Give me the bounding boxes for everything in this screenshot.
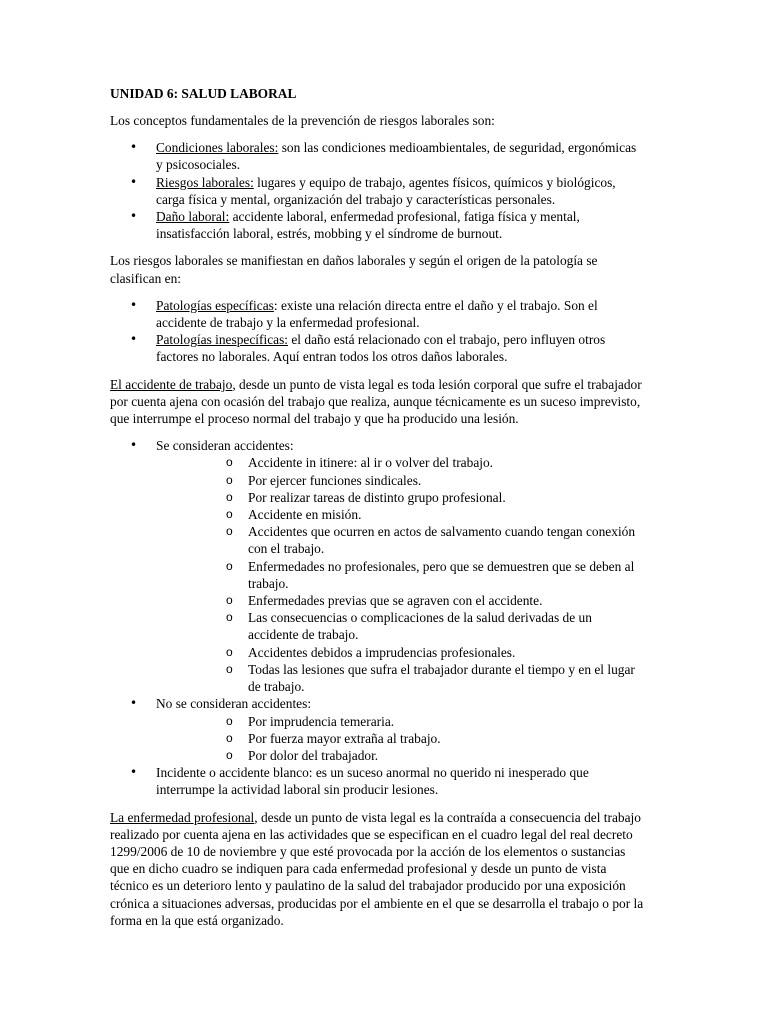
term: La enfermedad profesional bbox=[110, 809, 255, 825]
sublist-item: o Por fuerza mayor extraña al trabajo. bbox=[156, 730, 645, 747]
risks-paragraph: Los riesgos laborales se manifiestan en daños laborales y según el origen de la patología se clasifican en: bbox=[110, 253, 598, 286]
sublist-item: o Por imprudencia temeraria. bbox=[156, 713, 645, 730]
sublist-item: o Accidente in itinere: al ir o volver del trabajo. bbox=[156, 454, 645, 471]
accident-paragraph bbox=[110, 376, 645, 428]
definition: son las condiciones medioambientales, de seguridad, ergonómicas y psicosociales. bbox=[156, 140, 637, 173]
term: Patologías inespecíficas: bbox=[156, 332, 289, 348]
term: Patologías específicas bbox=[156, 297, 274, 313]
sublist-item: o Todas las lesiones que sufra el trabajador durante el tiempo y en el lugar de trabajo. bbox=[156, 661, 645, 695]
list-item bbox=[110, 208, 645, 242]
sublist-item: o Accidentes debidos a imprudencias profesionales. bbox=[156, 644, 645, 661]
definition: , desde un punto de vista legal es toda lesión corporal que sufre el trabajador por cuenta ajena con ocasión del trabajo que realiza, aunque técnicamente es un suceso imprevisto, que interrumpe el proceso normal del trabajo y que ha producido una lesión. bbox=[110, 376, 642, 427]
sublist-item: o Las consecuencias o complicaciones de la salud derivadas de un accidente de trabajo. bbox=[156, 609, 645, 643]
sublist-item: o Accidentes que ocurren en actos de salvamento cuando tengan conexión con el trabajo. bbox=[156, 523, 645, 557]
list-item bbox=[110, 437, 645, 695]
definition: : existe una relación directa entre el daño y el trabajo. Son el accidente de trabajo y la enfermedad profesional. bbox=[156, 297, 598, 331]
sublist-item: o Enfermedades no profesionales, pero que se demuestren que se deben al trabajo. bbox=[156, 558, 645, 592]
list-item bbox=[110, 331, 645, 365]
definition: lugares y equipo de trabajo, agentes físicos, químicos y biológicos, carga física y mental, organización del trabajo y características personales. bbox=[156, 174, 616, 207]
term: Daño laboral: bbox=[156, 209, 230, 225]
sublist-item: o Enfermedades previas que se agraven con el accidente. bbox=[156, 592, 645, 609]
concepts-list bbox=[110, 139, 645, 242]
disease-paragraph bbox=[110, 809, 645, 929]
sublist-item: o Por ejercer funciones sindicales. bbox=[156, 472, 645, 489]
term: El accidente de trabajo bbox=[110, 376, 233, 392]
not-considered-label: No se consideran accidentes: bbox=[156, 696, 312, 712]
accident-types-list bbox=[110, 437, 645, 798]
list-item bbox=[110, 297, 645, 331]
list-item: • Incidente o accidente blanco: es un suceso anormal no querido ni inesperado que interrumpe la actividad laboral sin producir lesiones. bbox=[110, 764, 645, 798]
term: Condiciones laborales: bbox=[156, 140, 279, 156]
page-title: UNIDAD 6: SALUD LABORAL bbox=[110, 86, 297, 101]
definition: accidente laboral, enfermedad profesional, fatiga física y mental, insatisfacción laboral, estrés, mobbing y el síndrome de burnout. bbox=[156, 209, 580, 242]
list-item bbox=[110, 139, 645, 173]
sublist-item: o Accidente en misión. bbox=[156, 506, 645, 523]
sublist-item: o Por realizar tareas de distinto grupo profesional. bbox=[156, 489, 645, 506]
considered-sublist bbox=[156, 454, 645, 695]
term: Riesgos laborales: bbox=[156, 174, 254, 190]
considered-label: Se consideran accidentes: bbox=[156, 438, 294, 454]
sublist-item: o Por dolor del trabajador. bbox=[156, 747, 645, 764]
not-considered-sublist bbox=[156, 713, 645, 765]
document-body bbox=[110, 85, 645, 939]
definition: el daño está relacionado con el trabajo, pero influyen otros factores no laborales. Aquí entran todos los otros daños laborales. bbox=[156, 332, 606, 365]
definition: , desde un punto de vista legal es la contraída a consecuencia del trabajo realizado por cuenta ajena en las actividades que se especifican en el cuadro legal del real decreto 1299/2006 de 10 de noviembre y que esté provocada por la acción de los elementos o sustancias que en dicho cuadro se indiquen para cada enfermedad profesional y desde un punto de vista técnico es un deterioro lento y paulatino de la salud del trabajador producido por una exposición crónica a situaciones adversas, producidas por el ambiente en el que se desarrolla el trabajo o por la forma en la que está organizado. bbox=[110, 809, 644, 928]
list-item bbox=[110, 695, 645, 764]
pathologies-list bbox=[110, 297, 645, 366]
list-item bbox=[110, 174, 645, 208]
intro-paragraph: Los conceptos fundamentales de la prevención de riesgos laborales son: bbox=[110, 113, 495, 128]
